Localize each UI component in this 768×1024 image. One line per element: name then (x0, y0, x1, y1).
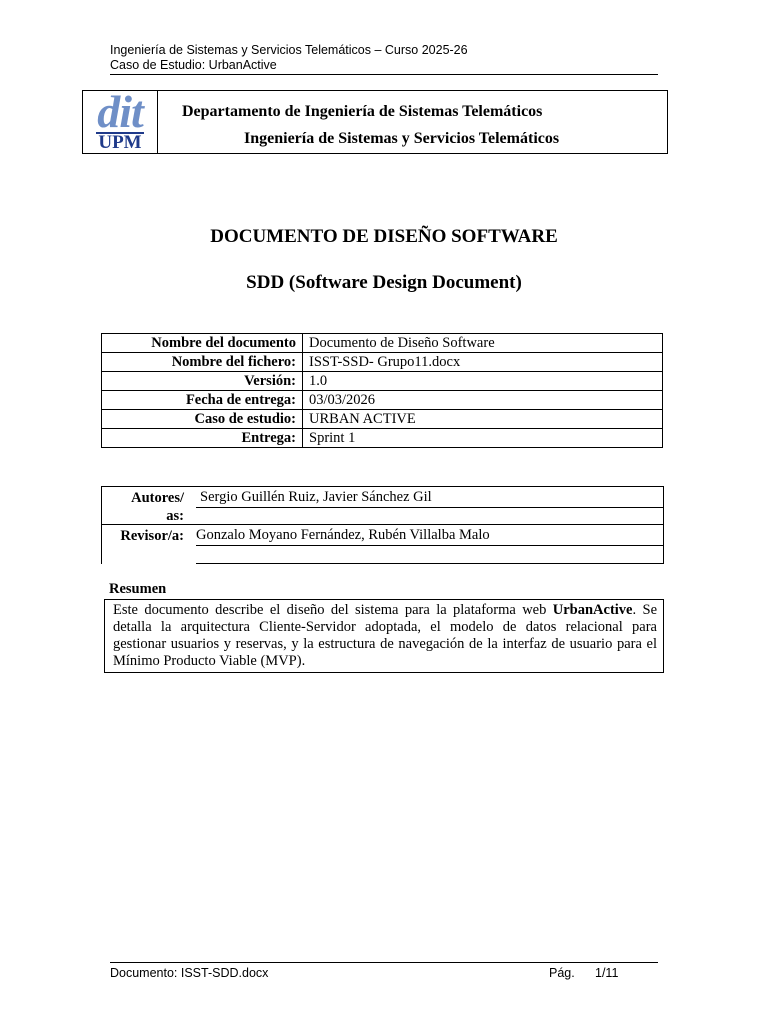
dit-upm-logo (83, 85, 158, 153)
info-value: URBAN ACTIVE (303, 410, 663, 429)
info-key: Nombre del fichero: (102, 353, 303, 372)
page-footer (110, 962, 658, 980)
info-value: Documento de Diseño Software (303, 334, 663, 353)
logo-dit-text: dit (97, 85, 143, 137)
logo-upm-text: UPM (98, 131, 142, 153)
info-key: Entrega: (102, 429, 303, 448)
divider (196, 507, 663, 508)
summary-box (104, 599, 664, 673)
divider (196, 563, 663, 564)
footer-document-name: Documento: ISST-SDD.docx (110, 966, 269, 980)
authors-label-line2: as: (166, 508, 184, 524)
authors-reviewer-box (101, 486, 664, 564)
info-value: 1.0 (303, 372, 663, 391)
header-course: Ingeniería de Sistemas y Servicios Telemáticos – Curso 2025-26 (110, 43, 468, 57)
reviewer-value: Gonzalo Moyano Fernández, Rubén Villalba Malo (196, 527, 490, 543)
footer-page-label: Pág. (549, 966, 575, 980)
degree-name: Ingeniería de Sistemas y Servicios Telemáticos (244, 130, 560, 147)
summary-text-start: Este documento describe el diseño del sistema para la plataforma web (113, 602, 553, 618)
info-key: Caso de estudio: (102, 410, 303, 429)
info-key: Fecha de entrega: (102, 391, 303, 410)
info-value: Sprint 1 (303, 429, 663, 448)
header-case-study: Caso de Estudio: UrbanActive (110, 58, 277, 72)
reviewer-label: Revisor/a: (120, 528, 184, 544)
footer-page-number: 1/11 (595, 966, 619, 980)
authors-label (102, 489, 184, 525)
document-title: DOCUMENTO DE DISEÑO SOFTWARE (210, 226, 558, 247)
info-key: Versión: (102, 372, 303, 391)
info-value: 03/03/2026 (303, 391, 663, 410)
info-value: ISST-SSD- Grupo11.docx (303, 353, 663, 372)
summary-heading: Resumen (109, 581, 167, 597)
table-row (102, 410, 663, 429)
summary-text-end: . Se detalla la arquitectura Cliente-Servidor adoptada, el modelo de datos relacional para gestionar usuarios y reservas, y la estructura de navegación de la interfaz de usuario para el Mínimo Producto Viable (MVP). (113, 602, 658, 669)
document-subtitle: SDD (Software Design Document) (246, 272, 522, 293)
divider (102, 524, 663, 525)
info-key: Nombre del documento (102, 334, 303, 353)
department-name: Departamento de Ingeniería de Sistemas Telemáticos (182, 103, 543, 120)
department-banner (82, 85, 668, 154)
authors-value: Sergio Guillén Ruiz, Javier Sánchez Gil (200, 489, 432, 505)
divider (196, 545, 663, 546)
table-row (102, 372, 663, 391)
authors-label-line1: Autores/ (131, 490, 184, 506)
summary-project-name: UrbanActive (552, 602, 633, 618)
table-row (102, 391, 663, 410)
document-info-table (101, 333, 663, 448)
table-row (102, 334, 663, 353)
page-header (110, 43, 658, 75)
table-row (102, 429, 663, 448)
department-text (158, 91, 667, 153)
table-row (102, 353, 663, 372)
